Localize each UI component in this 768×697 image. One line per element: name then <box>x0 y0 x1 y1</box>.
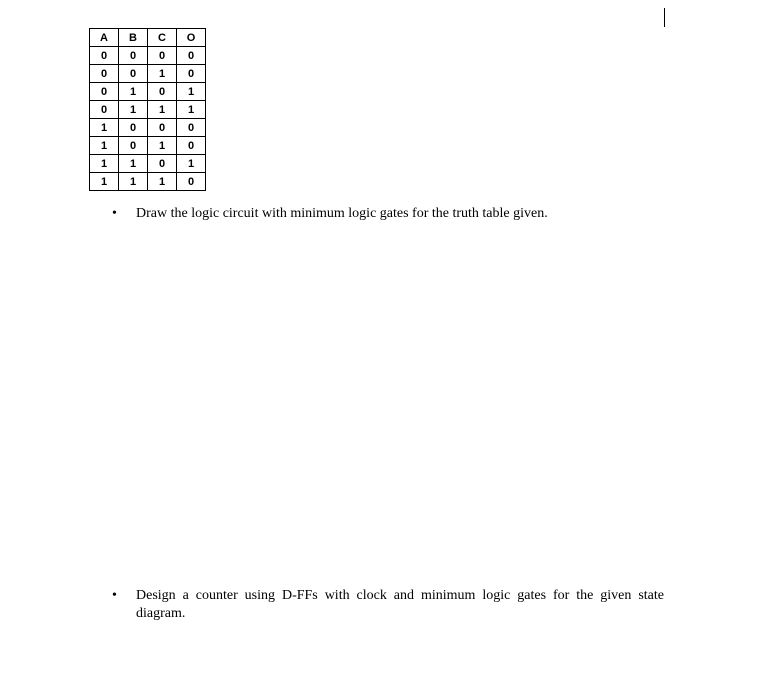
table-row <box>90 83 206 101</box>
question-2 <box>112 587 664 623</box>
truth-table-header-row <box>90 29 206 47</box>
table-cell-c: 1 <box>148 65 177 83</box>
table-cell-a: 0 <box>90 83 119 101</box>
table-cell-o: 0 <box>177 173 206 191</box>
table-cell-a: 0 <box>90 101 119 119</box>
table-cell-a: 0 <box>90 47 119 65</box>
table-row <box>90 155 206 173</box>
table-cell-b: 1 <box>119 173 148 191</box>
header-b: B <box>119 29 148 47</box>
table-cell-o: 1 <box>177 83 206 101</box>
table-cell-c: 1 <box>148 101 177 119</box>
table-cell-b: 1 <box>119 83 148 101</box>
table-cell-c: 0 <box>148 155 177 173</box>
header-a: A <box>90 29 119 47</box>
table-row <box>90 101 206 119</box>
table-cell-b: 1 <box>119 155 148 173</box>
bullet-icon: • <box>112 206 117 221</box>
text-cursor <box>664 8 665 27</box>
table-cell-a: 0 <box>90 65 119 83</box>
table-cell-c: 0 <box>148 119 177 137</box>
table-cell-b: 0 <box>119 47 148 65</box>
truth-table <box>89 28 206 191</box>
question-1 <box>112 205 696 223</box>
table-row <box>90 173 206 191</box>
table-cell-c: 1 <box>148 137 177 155</box>
table-cell-c: 0 <box>148 83 177 101</box>
table-cell-o: 0 <box>177 47 206 65</box>
table-row <box>90 119 206 137</box>
bullet-icon: • <box>112 588 117 603</box>
table-cell-a: 1 <box>90 155 119 173</box>
header-c: C <box>148 29 177 47</box>
table-row <box>90 65 206 83</box>
header-o: O <box>177 29 206 47</box>
table-cell-o: 0 <box>177 65 206 83</box>
table-cell-o: 0 <box>177 137 206 155</box>
table-cell-c: 1 <box>148 173 177 191</box>
table-cell-b: 0 <box>119 65 148 83</box>
table-cell-b: 1 <box>119 101 148 119</box>
table-cell-a: 1 <box>90 119 119 137</box>
table-cell-b: 0 <box>119 137 148 155</box>
question-1-text: Draw the logic circuit with minimum logic gates for the truth table given. <box>136 206 548 221</box>
table-cell-o: 1 <box>177 155 206 173</box>
question-2-text: Design a counter using D-FFs with clock and minimum logic gates for the given state diagram. <box>136 588 664 621</box>
table-row <box>90 47 206 65</box>
table-row <box>90 137 206 155</box>
table-cell-b: 0 <box>119 119 148 137</box>
truth-table-body <box>90 47 206 191</box>
table-cell-c: 0 <box>148 47 177 65</box>
table-cell-o: 0 <box>177 119 206 137</box>
table-cell-o: 1 <box>177 101 206 119</box>
table-cell-a: 1 <box>90 137 119 155</box>
table-cell-a: 1 <box>90 173 119 191</box>
